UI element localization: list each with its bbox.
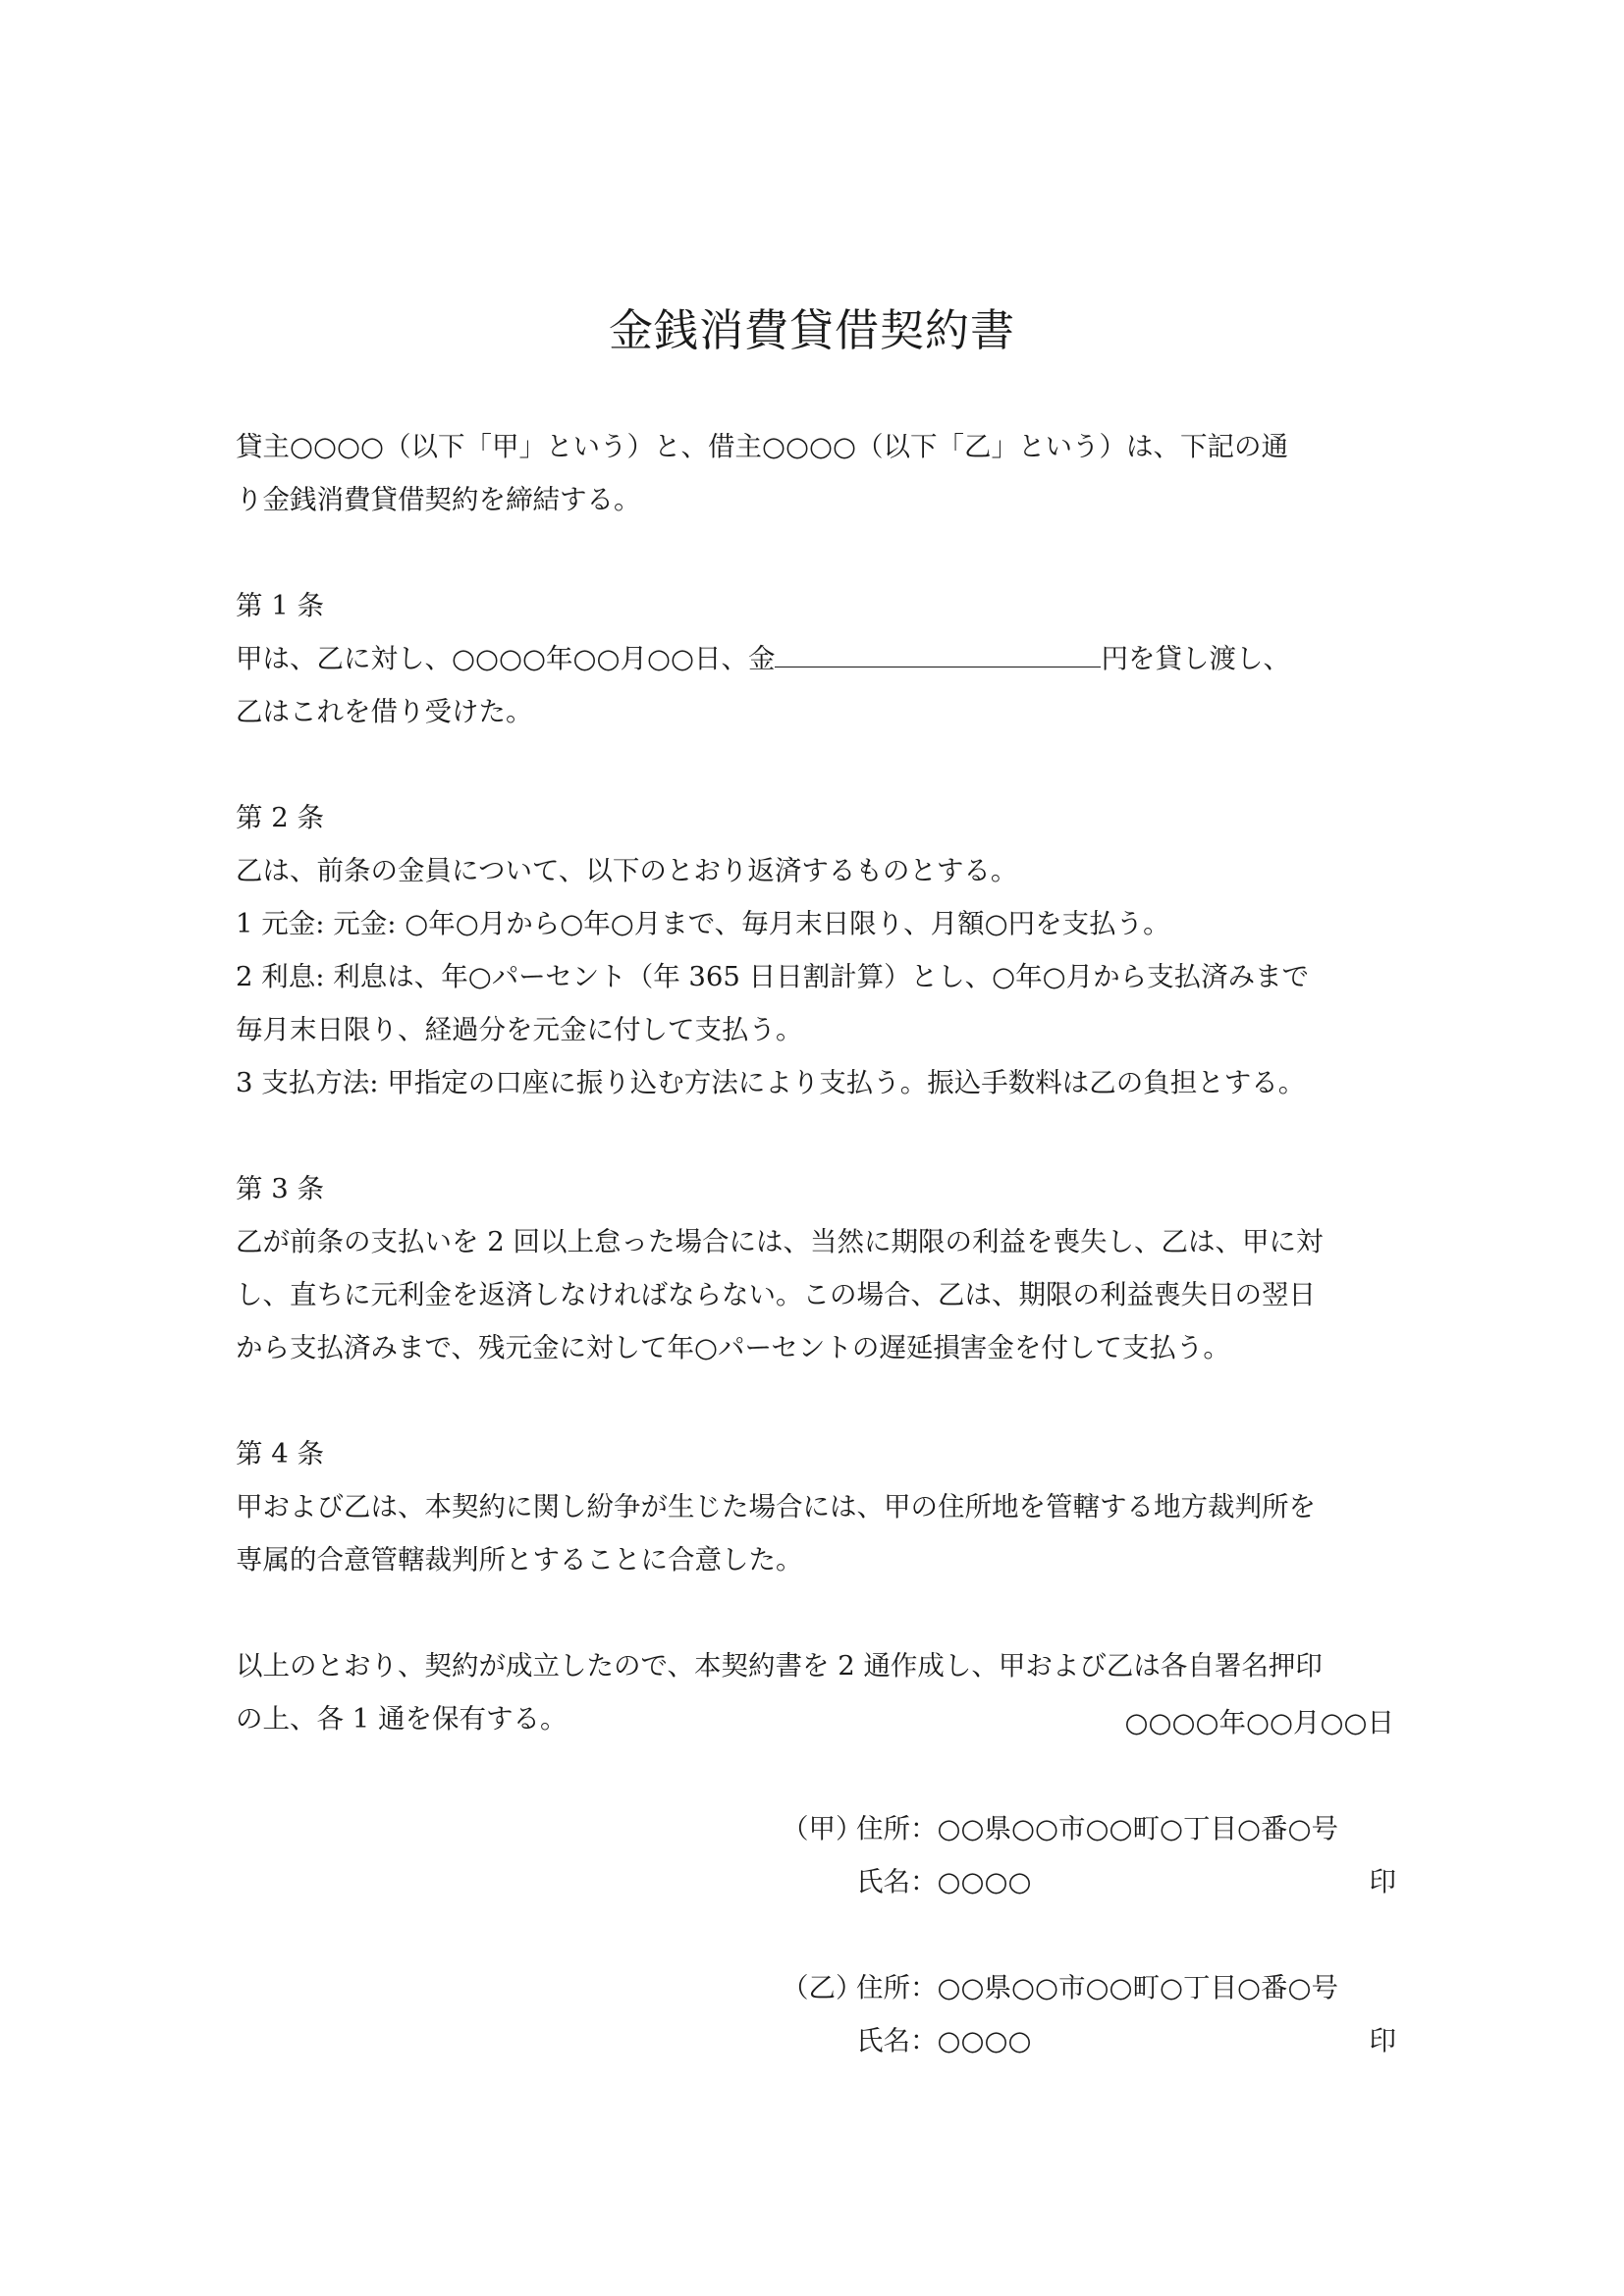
spacer xyxy=(236,1374,1394,1427)
article-3-line: し、直ちに元利金を返済しなければならない。この場合、乙は、期限の利益喪失日の翌日 xyxy=(236,1279,1316,1310)
party-otsu-label: （乙） xyxy=(782,1972,863,2003)
contract-date: ○○○○年○○月○○日 xyxy=(1124,1707,1394,1738)
party-otsu-address: 住所：○○県○○市○○町○丁目○番○号 xyxy=(856,1972,1338,2003)
article-2-line: 乙は、前条の金員について、以下のとおり返済するものとする。 xyxy=(236,855,1018,886)
contract-body xyxy=(236,420,1394,1745)
spacer xyxy=(236,1109,1394,1162)
article-2-line: 毎月末日限り、経過分を元金に付して支払う。 xyxy=(236,1014,803,1045)
article-4-line: 甲および乙は、本契約に関し紛争が生じた場合には、甲の住所地を管轄する地方裁判所を xyxy=(236,1491,1316,1522)
party-ko-address: 住所：○○県○○市○○町○丁目○番○号 xyxy=(856,1813,1338,1844)
article-1-line xyxy=(236,632,1394,685)
article-4-heading: 第 4 条 xyxy=(236,1438,324,1469)
party-ko-block xyxy=(782,1802,1396,1908)
document-title: 金銭消費貸借契約書 xyxy=(608,304,1015,356)
article-2-line: 1 元金: 元金: ○年○月から○年○月まで、毎月末日限り、月額○円を支払う。 xyxy=(236,908,1170,939)
article-1-text-after: 円を貸し渡し、 xyxy=(1101,643,1290,674)
spacer xyxy=(236,1586,1394,1639)
article-3-line: 乙が前条の支払いを 2 回以上怠った場合には、当然に期限の利益を喪失し、乙は、甲に対 xyxy=(236,1226,1324,1257)
party-otsu-name: 氏名：○○○○ xyxy=(856,2025,1032,2056)
party-ko-address-row xyxy=(782,1802,1396,1855)
article-3-line: から支払済みまで、残元金に対して年○パーセントの遅延損害金を付して支払う。 xyxy=(236,1332,1230,1363)
article-1-line: 乙はこれを借り受けた。 xyxy=(236,696,533,727)
spacer xyxy=(236,526,1394,579)
intro-line: 貸主○○○○（以下「甲」という）と、借主○○○○（以下「乙」という）は、下記の通 xyxy=(236,431,1288,462)
article-3-heading: 第 3 条 xyxy=(236,1173,324,1204)
article-4-line: 専属的合意管轄裁判所とすることに合意した。 xyxy=(236,1544,803,1575)
party-otsu-block xyxy=(782,1961,1396,2067)
closing-line: 以上のとおり、契約が成立したので、本契約書を 2 通作成し、甲および乙は各自署名押印 xyxy=(236,1650,1323,1682)
article-2-heading: 第 2 条 xyxy=(236,802,324,833)
article-2-line: 2 利息: 利息は、年○パーセント（年 365 日日割計算）とし、○年○月から支払済みまで xyxy=(236,961,1310,992)
article-2-line: 3 支払方法: 甲指定の口座に振り込む方法により支払う。振込手数料は乙の負担とする。 xyxy=(236,1067,1306,1098)
closing-line: の上、各 1 通を保有する。 xyxy=(236,1703,568,1735)
party-ko-label: （甲） xyxy=(782,1813,863,1844)
amount-blank-field xyxy=(775,641,1101,667)
party-otsu-address-row xyxy=(782,1961,1396,2014)
party-ko-seal: 印 xyxy=(1369,1866,1396,1897)
party-ko-name: 氏名：○○○○ xyxy=(856,1866,1032,1897)
article-1-text-before: 甲は、乙に対し、○○○○年○○月○○日、金 xyxy=(236,643,776,674)
article-1-heading: 第 1 条 xyxy=(236,590,324,621)
party-otsu-seal: 印 xyxy=(1369,2025,1396,2056)
intro-line: り金銭消費貸借契約を締結する。 xyxy=(236,484,641,515)
spacer xyxy=(236,738,1394,791)
party-otsu-name-row xyxy=(782,2014,1396,2067)
party-ko-name-row xyxy=(782,1855,1396,1908)
